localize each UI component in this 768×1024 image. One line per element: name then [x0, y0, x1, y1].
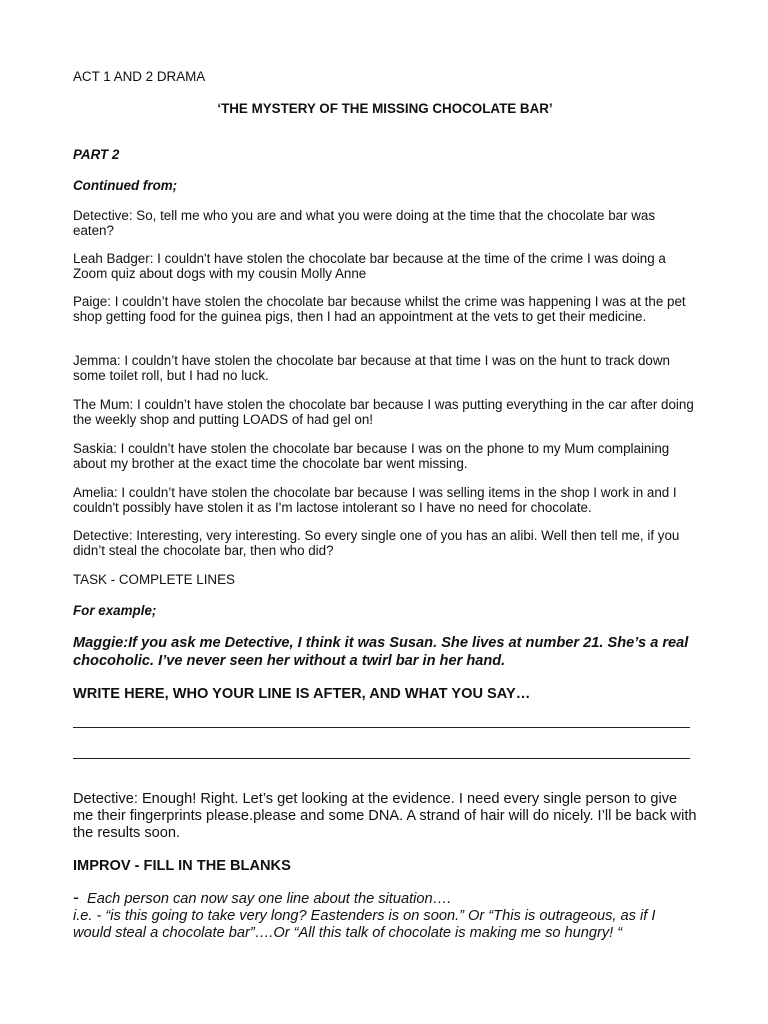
- write-here-instruction: WRITE HERE, WHO YOUR LINE IS AFTER, AND WHAT YOU SAY…: [73, 686, 531, 702]
- script-line: Detective: Interesting, very interesting. So every single one of you has an alibi. Well then tell me, if you didn’t steal the chocolate bar, then who did?: [73, 528, 680, 558]
- improv-instructions: [73, 889, 697, 942]
- bullet-dash: -: [73, 887, 79, 907]
- answer-line[interactable]: [73, 758, 690, 759]
- script-line: Jemma: I couldn’t have stolen the chocolate bar because at that time I was on the hunt to track down some toilet roll, but I had no luck.: [73, 353, 670, 383]
- improv-heading: IMPROV - FILL IN THE BLANKS: [73, 858, 291, 874]
- part-label: PART 2: [73, 147, 120, 162]
- script-line: The Mum: I couldn’t have stolen the chocolate bar because I was putting everything in the car after doing the weekly shop and putting LOADS of had gel on!: [73, 397, 694, 427]
- detective-closing-line: Detective: Enough! Right. Let’s get looking at the evidence. I need every single person to give me their fingerprints please.please and some DNA. A strand of hair will do nicely. I’ll be back with the results soon.: [73, 791, 697, 841]
- script-line: Saskia: I couldn’t have stolen the chocolate bar because I was on the phone to my Mum complaining about my brother at the exact time the chocolate bar went missing.: [73, 441, 670, 471]
- example-label: For example;: [73, 603, 157, 618]
- example-line: Maggie:If you ask me Detective, I think it was Susan. She lives at number 21. She’s a real chocoholic. I’ve never seen her without a twirl bar in her hand.: [73, 635, 689, 669]
- improv-bullet-line: [73, 889, 697, 908]
- script-line: Amelia: I couldn’t have stolen the chocolate bar because I was selling items in the shop I work in and I couldn't possibly have stolen it as I'm lactose intolerant so I have no need for chocolate.: [73, 485, 677, 515]
- answer-line[interactable]: [73, 727, 690, 728]
- script-line: Leah Badger: I couldn't have stolen the chocolate bar because at the time of the crime I was doing a Zoom quiz about dogs with my cousin Molly Anne: [73, 251, 666, 281]
- script-line: Detective: So, tell me who you are and what you were doing at the time that the chocolate bar was eaten?: [73, 208, 656, 238]
- improv-line-text: Each person can now say one line about the situation….: [87, 891, 452, 907]
- continued-label: Continued from;: [73, 178, 178, 193]
- improv-example: i.e. - “is this going to take very long? Eastenders is on soon.” Or “This is outrageous, as if I would steal a chocolate bar”….Or “All this talk of chocolate is making me so hungry! “: [73, 908, 656, 941]
- document-heading: ACT 1 AND 2 DRAMA: [73, 69, 206, 84]
- script-line: Paige: I couldn’t have stolen the chocolate bar because whilst the crime was happening I was at the pet shop getting food for the guinea pigs, then I had an appointment at the vets to get their medicine.: [73, 294, 686, 324]
- play-title: ‘THE MYSTERY OF THE MISSING CHOCOLATE BAR’: [217, 101, 553, 116]
- task-label: TASK - COMPLETE LINES: [73, 572, 235, 587]
